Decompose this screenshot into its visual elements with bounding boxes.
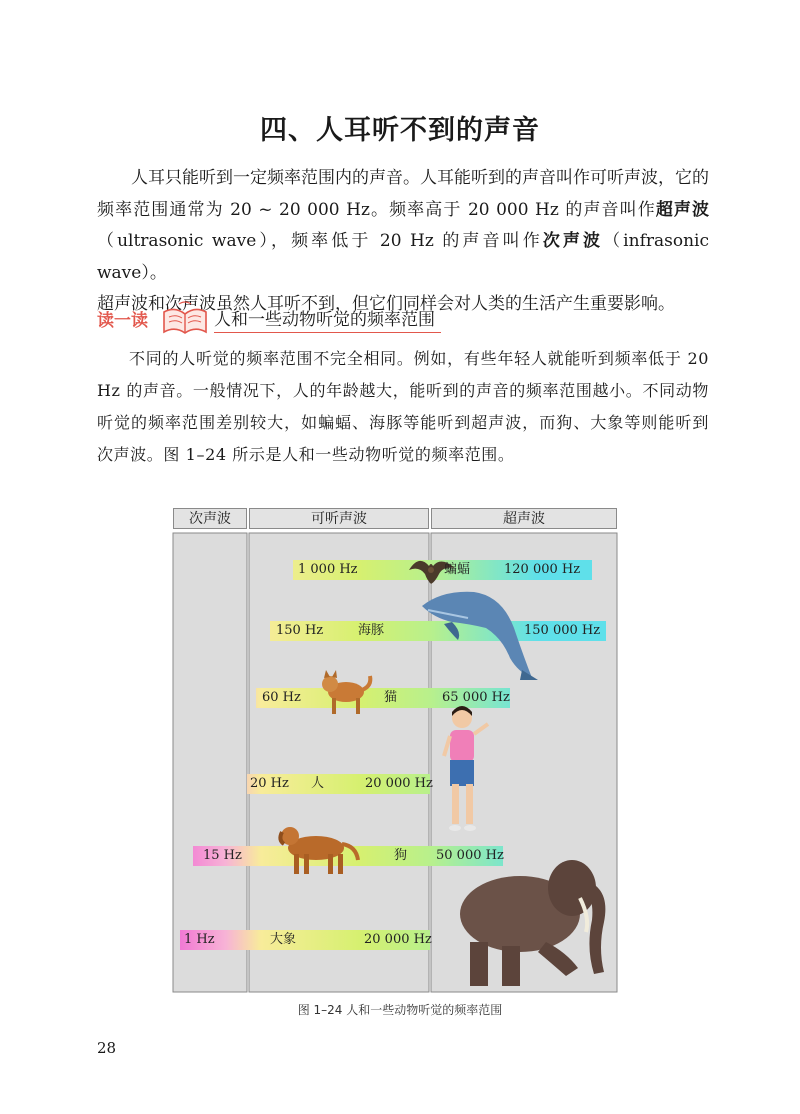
dolphin-low-label: 150 Hz bbox=[276, 623, 324, 638]
header-audible: 可听声波 bbox=[249, 508, 429, 529]
book-icon bbox=[161, 300, 209, 334]
intro-text-2: （ultrasonic wave），频率低于 20 Hz 的声音叫作 bbox=[97, 231, 543, 251]
read-section-title: 人和一些动物听觉的频率范围 bbox=[214, 305, 441, 333]
intro-text-4: 超声波和次声波虽然人耳听不到，但它们同样会对人类的生活产生重要影响。 bbox=[97, 294, 675, 314]
dolphin-high-label: 150 000 Hz bbox=[524, 623, 601, 638]
term-ultrasonic: 超声波 bbox=[655, 199, 710, 220]
bat-low-label: 1 000 Hz bbox=[298, 562, 358, 577]
cat-high-label: 65 000 Hz bbox=[442, 690, 510, 705]
intro-text-1: 人耳只能听到一定频率范围内的声音。人耳能听到的声音叫作可听声波，它的频率范围通常为 20 ~ 20 000 Hz。频率高于 20 000 Hz 的声音叫作 bbox=[97, 168, 709, 220]
header-infrasonic: 次声波 bbox=[173, 508, 247, 529]
elephant-name: 大象 bbox=[270, 932, 297, 947]
infrasonic-panel bbox=[173, 533, 247, 992]
read-paragraph bbox=[97, 343, 709, 471]
figure-caption: 图 1–24 人和一些动物听觉的频率范围 bbox=[297, 1003, 503, 1017]
dog-low-label: 15 Hz bbox=[203, 848, 242, 863]
cat-low-label: 60 Hz bbox=[262, 690, 301, 705]
dog-name: 狗 bbox=[394, 848, 408, 863]
bat-high-label: 120 000 Hz bbox=[504, 562, 581, 577]
bat-name: 蝙蝠 bbox=[444, 562, 471, 577]
cat-name: 猫 bbox=[384, 690, 398, 705]
audible-panel bbox=[249, 533, 429, 992]
human-low-label: 20 Hz bbox=[250, 776, 289, 791]
hearing-range-figure bbox=[172, 508, 618, 993]
human-name: 人 bbox=[311, 776, 325, 791]
read-label: 读一读 bbox=[97, 311, 148, 331]
header-ultrasonic: 超声波 bbox=[431, 508, 617, 529]
dog-high-label: 50 000 Hz bbox=[436, 848, 504, 863]
page-number: 28 bbox=[97, 1039, 117, 1057]
term-infrasonic: 次声波 bbox=[542, 231, 604, 251]
read-text: 不同的人听觉的频率范围不完全相同。例如，有些年轻人就能听到频率低于 20 Hz 的声音。一般情况下，人的年龄越大，能听到的声音的频率范围越小。不同动物听觉的频率范围差别较大，如蝙蝠、海豚等能听到超声波，而狗、大象等则能听到次声波。图 1–24 所示是人和一些动物听觉的频率范围。 bbox=[97, 349, 709, 464]
intro-text-3: （infrasonic wave）。 bbox=[97, 231, 709, 283]
dolphin-name: 海豚 bbox=[358, 623, 385, 638]
section-title: 四、人耳听不到的声音 bbox=[260, 115, 540, 146]
elephant-high-label: 20 000 Hz bbox=[364, 932, 432, 947]
human-high-label: 20 000 Hz bbox=[365, 776, 433, 791]
figure-canvas bbox=[172, 508, 618, 993]
intro-paragraph bbox=[97, 163, 709, 321]
read-section-header bbox=[97, 300, 709, 336]
elephant-low-label: 1 Hz bbox=[184, 932, 215, 947]
